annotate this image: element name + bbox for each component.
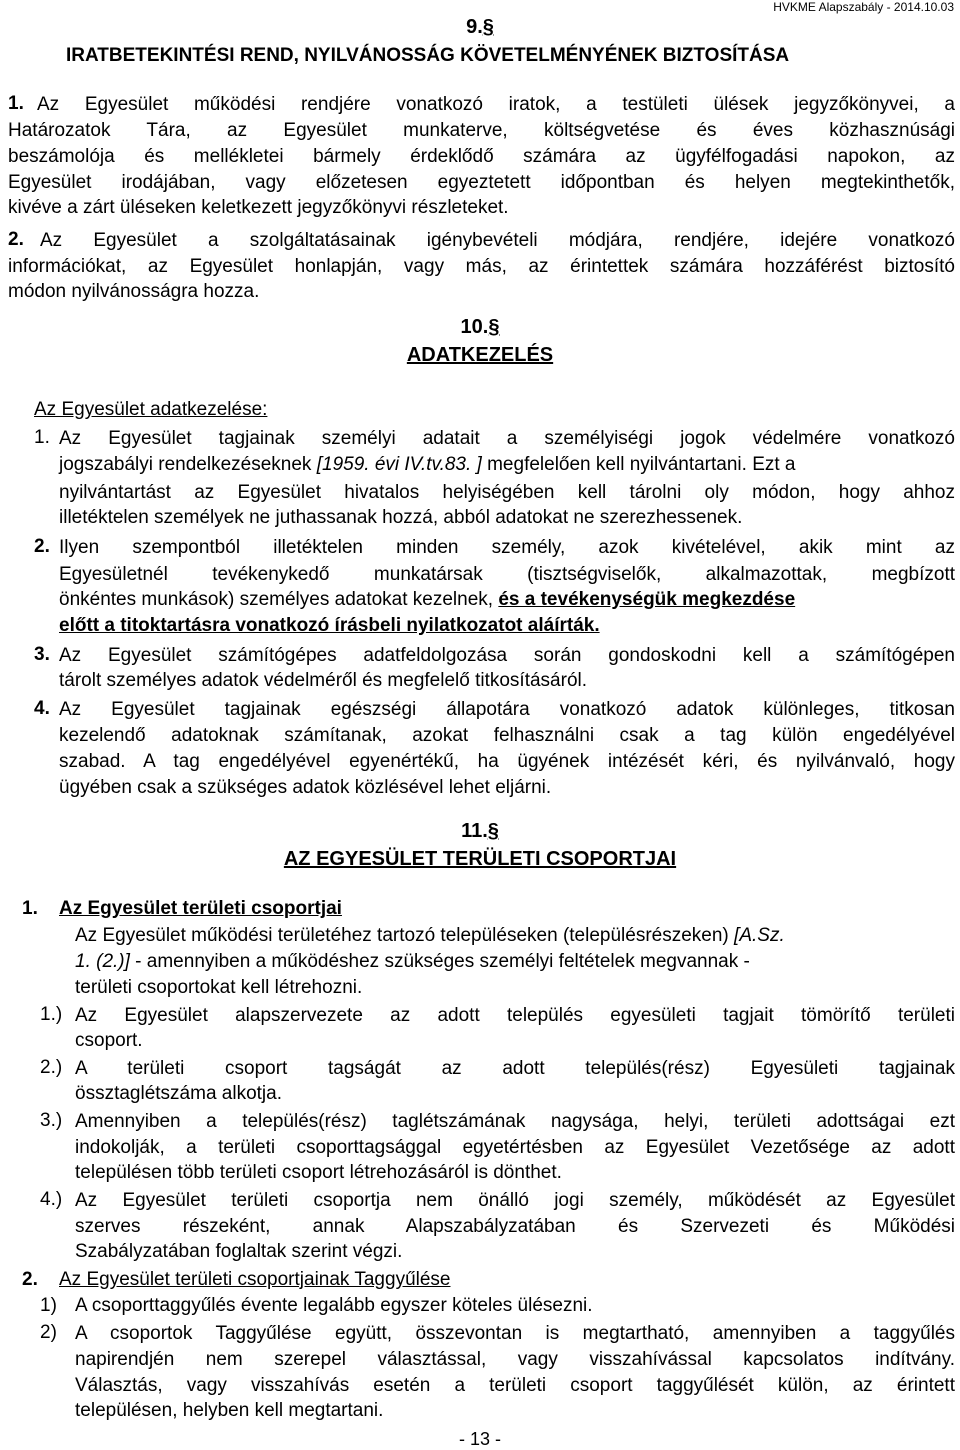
- list-item-line: Amennyiben a település(rész) taglétszámának nagysága, helyi, területi adottságai ezt: [75, 1111, 955, 1132]
- section-9-number: 9.§: [466, 16, 494, 38]
- list-item-line: szerves részeként, annak Alapszabályzatában és Szervezeti és Működési: [75, 1216, 955, 1237]
- paragraph-number: 2.: [22, 1269, 38, 1290]
- list-item-number: 4.): [40, 1189, 63, 1210]
- list-item-line: A területi csoport tagságát az adott település(rész) Egyesületi tagjainak: [75, 1058, 955, 1079]
- list-item-line: indokolják, a területi csoporttagsággal egyetértésben az Egyesület Vezetősége az adott: [75, 1137, 955, 1158]
- paragraph-line: kezelendő adatoknak számítanak, azokat felhasználni csak a tag külön engedélyével: [59, 725, 955, 746]
- list-item-line: A csoporttaggyűlés évente legalább egyszer köteles ülésezni.: [75, 1295, 593, 1316]
- paragraph-line: Az Egyesület tagjainak személyi adatait a személyiségi jogok védelmére vonatkozó: [59, 428, 955, 449]
- list-item-number: 1): [40, 1295, 57, 1316]
- list-item-line: össztaglétszáma alkotja.: [75, 1083, 282, 1104]
- paragraph-number: 3.: [34, 644, 50, 665]
- paragraph-number: 4.: [34, 698, 50, 719]
- paragraph-line: Az Egyesület működési területéhez tartozó településeken (településrészeken) [A.Sz.: [75, 925, 785, 946]
- list-item-line: Az Egyesület területi csoportja nem önálló jogi személy, működését az Egyesület: [75, 1190, 955, 1211]
- list-item-line: településen, helyben kell megtartani.: [75, 1400, 384, 1421]
- list-item-line: Az Egyesület alapszervezete az adott település egyesületi tagjait tömörítő területi: [75, 1005, 955, 1026]
- section-10-title: ADATKEZELÉS: [406, 344, 554, 366]
- paragraph-line: területi csoportokat kell létrehozni.: [75, 977, 363, 998]
- list-item-line: településen több területi csoport létrehozásáról is dönthet.: [75, 1162, 562, 1183]
- paragraph-line: tárolt személyes adatok védelméről és megfelelő titkosításáról.: [59, 670, 588, 691]
- paragraph-line: szabad. A tag engedélyével egyenértékű, ha ügyének intézését kéri, és nyilvánvaló, hogy: [59, 751, 955, 772]
- paragraph-line: módon nyilvánosságra hozza.: [8, 281, 260, 302]
- paragraph-line: Ilyen szempontból illetéktelen minden személy, azok kivételével, akik mint az: [59, 537, 955, 558]
- paragraph-line: illetéktelen személyek ne juthassanak hozzá, abból adatokat ne szerezhessenek.: [59, 507, 743, 528]
- law-reference: [1959. évi IV.tv.83. ]: [316, 454, 482, 475]
- running-head: HVKME Alapszabály - 2014.10.03: [773, 0, 954, 14]
- paragraph-line: Határozatok Tára, az Egyesület munkaterve, költségvetése és éves közhasznúsági: [8, 120, 955, 141]
- paragraph-line: Az Egyesület tagjainak egészségi állapotára vonatkozó adatok különleges, titkosan: [59, 699, 955, 720]
- paragraph-line: Egyesületnél tevékenykedő munkatársak (tisztségviselők, alkalmazottak, megbízott: [59, 564, 955, 585]
- list-item-number: 1.): [40, 1004, 63, 1025]
- paragraph-number: 1.: [8, 93, 24, 114]
- paragraph-line: 1. (2.)] - amennyiben a működéshez szükséges személyi feltételek megvannak -: [75, 951, 750, 972]
- section-10-number: 10.§: [460, 316, 500, 338]
- law-reference: 1. (2.)]: [75, 951, 130, 972]
- paragraph-heading: Az Egyesület területi csoportjainak Taggyűlése: [59, 1269, 451, 1290]
- section-9-title: IRATBETEKINTÉSI REND, NYILVÁNOSSÁG KÖVETELMÉNYÉNEK BIZTOSÍTÁSA: [66, 45, 790, 66]
- paragraph-heading: Az Egyesület területi csoportjai: [59, 898, 342, 919]
- list-item-line: Választás, vagy visszahívás esetén a területi csoport taggyűlését külön, az érintett: [75, 1375, 955, 1396]
- paragraph-line: kivéve a zárt üléseken keletkezett jegyzőkönyvi részleteket.: [8, 197, 509, 218]
- paragraph-line: beszámolója és mellékletei bármely érdeklődő számára az ügyfélfogadási napokon, az: [8, 146, 955, 167]
- list-item-number: 3.): [40, 1110, 63, 1131]
- paragraph-line: ügyében csak a szükséges adatok közlésével lehet eljárni.: [59, 777, 552, 798]
- paragraph-line: információkat, az Egyesület honlapján, vagy más, az érintettek számára hozzáférést biztosító: [8, 256, 955, 277]
- paragraph-number: 1.: [22, 898, 38, 919]
- section-10-subtitle: Az Egyesület adatkezelése:: [34, 399, 268, 420]
- paragraph-line: jogszabályi rendelkezéseknek [1959. évi IV.tv.83. ] megfelelően kell nyilvántartani. Ezt a: [59, 454, 796, 475]
- paragraph-line: Az Egyesület működési rendjére vonatkozó iratok, a testületi ülések jegyzőkönyvei, a: [37, 94, 955, 115]
- paragraph-line: előtt a titoktartásra vonatkozó írásbeli nyilatkozatot aláírták.: [59, 615, 600, 636]
- paragraph-line: Az Egyesület számítógépes adatfeldolgozása során gondoskodni kell a számítógépen: [59, 645, 955, 666]
- list-item-line: A csoportok Taggyűlése együtt, összevontan is megtartható, amennyiben a taggyűlés: [75, 1323, 955, 1344]
- paragraph-line: önkéntes munkások) személyes adatokat kezelnek, és a tevékenységük megkezdése: [59, 589, 796, 610]
- section-11-number: 11.§: [461, 820, 499, 842]
- paragraph-number: 2.: [34, 536, 50, 557]
- page-number: - 13 -: [458, 1429, 501, 1449]
- list-item-number: 2.): [40, 1057, 63, 1078]
- paragraph-line: Egyesület irodájában, vagy előzetesen egyeztetett időpontban és helyen megtekinthetők,: [8, 172, 955, 193]
- list-item-line: napirendjén nem szerepel választással, vagy visszahívással kapcsolatos indítvány.: [75, 1349, 955, 1370]
- list-item-number: 2): [40, 1322, 57, 1343]
- paragraph-number: 1.: [34, 427, 50, 448]
- list-item-line: Szabályzatában foglaltak szerint végzi.: [75, 1241, 403, 1262]
- paragraph-line: Az Egyesület a szolgáltatásainak igénybevételi módjára, rendjére, idejére vonatkozó: [40, 230, 955, 251]
- paragraph-line: nyilvántartást az Egyesület hivatalos helyiségében kell tárolni oly módon, hogy ahhoz: [59, 482, 955, 503]
- paragraph-number: 2.: [8, 229, 24, 250]
- list-item-line: csoport.: [75, 1030, 143, 1051]
- section-11-title: AZ EGYESÜLET TERÜLETI CSOPORTJAI: [283, 848, 677, 870]
